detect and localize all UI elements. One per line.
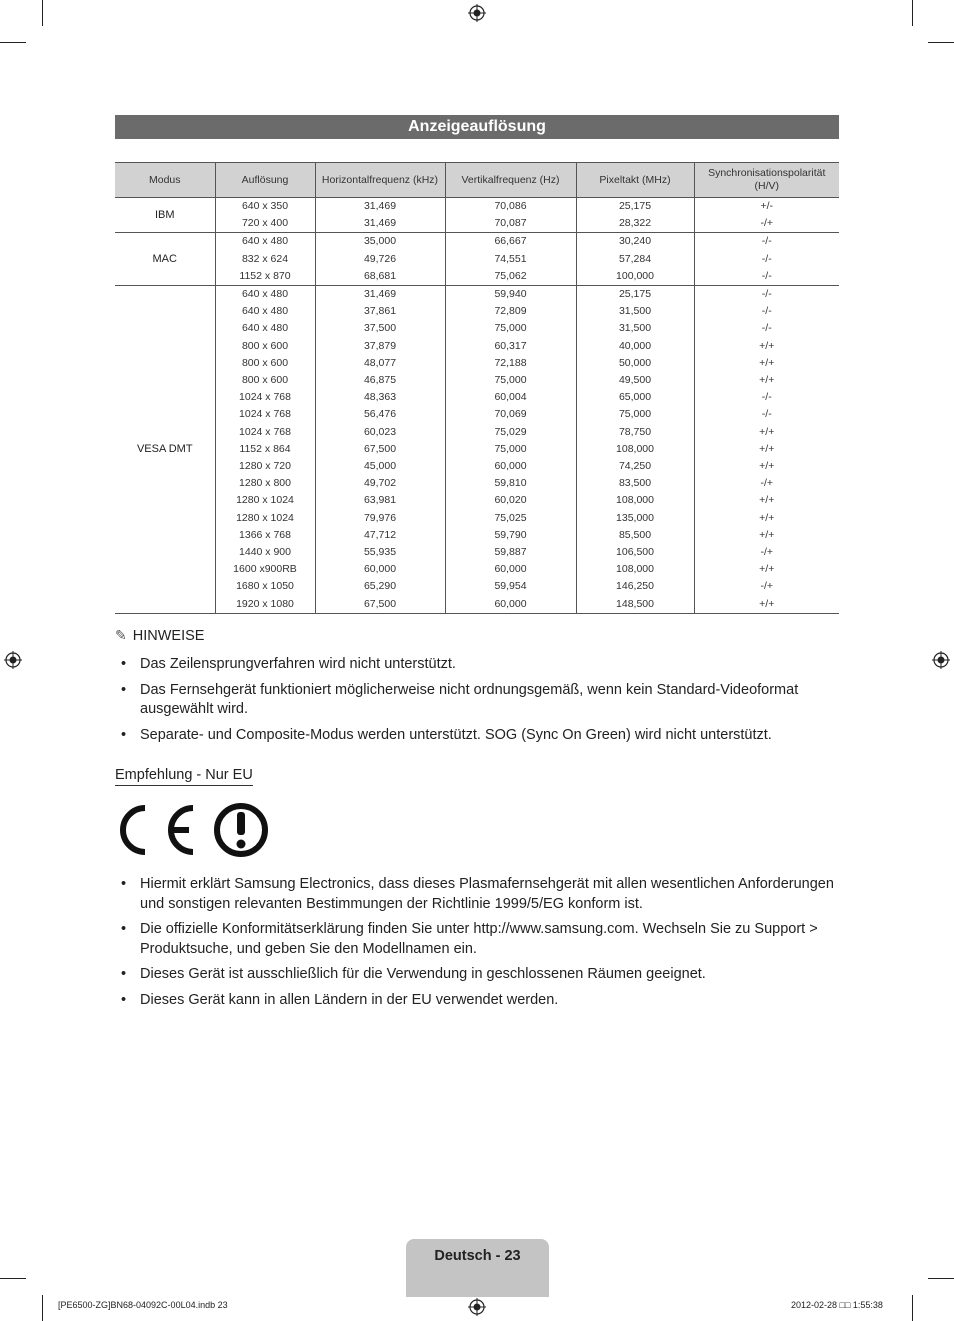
table-cell: 75,025 [445, 510, 576, 527]
table-cell: 60,000 [445, 561, 576, 578]
table-cell: 1280 x 800 [215, 475, 315, 492]
table-cell: 28,322 [576, 215, 694, 233]
table-cell: 59,887 [445, 544, 576, 561]
table-cell: 25,175 [576, 286, 694, 304]
mode-cell: IBM [115, 198, 215, 233]
table-row [115, 475, 839, 492]
table-cell: 45,000 [315, 458, 445, 475]
table-row [115, 320, 839, 337]
table-cell: 108,000 [576, 561, 694, 578]
list-item: • Separate- und Composite-Modus werden unterstützt. SOG (Sync On Green) wird nicht unterstützt. [115, 726, 855, 746]
table-cell: 135,000 [576, 510, 694, 527]
table-cell: -/+ [694, 215, 839, 233]
table-row [115, 510, 839, 527]
table-cell: 108,000 [576, 441, 694, 458]
table-cell: 640 x 480 [215, 286, 315, 304]
table-cell: 640 x 480 [215, 320, 315, 337]
column-header: Vertikalfrequenz (Hz) [445, 163, 576, 198]
print-slug-date: 2012-02-28 □□ 1:55:38 [791, 1300, 883, 1310]
table-cell: 640 x 350 [215, 198, 315, 216]
table-cell: -/+ [694, 475, 839, 492]
table-cell: 79,976 [315, 510, 445, 527]
table-cell: 60,000 [315, 561, 445, 578]
table-cell: +/+ [694, 458, 839, 475]
table-cell: +/- [694, 198, 839, 216]
table-row [115, 338, 839, 355]
list-item: • Das Fernsehgerät funktioniert möglicherweise nicht ordnungsgemäß, wenn kein Standard-Videoformat ausgewählt wird. [115, 681, 855, 720]
table-cell: 35,000 [315, 233, 445, 251]
table-row [115, 406, 839, 423]
table-cell: +/+ [694, 492, 839, 509]
table-cell: 146,250 [576, 578, 694, 595]
table-cell: 70,086 [445, 198, 576, 216]
table-cell: 49,726 [315, 251, 445, 268]
table-cell: 48,077 [315, 355, 445, 372]
table-cell: 66,667 [445, 233, 576, 251]
table-row [115, 424, 839, 441]
table-cell: 78,750 [576, 424, 694, 441]
table-cell: 31,500 [576, 320, 694, 337]
table-row [115, 372, 839, 389]
crop-mark [912, 0, 913, 26]
table-cell: 70,069 [445, 406, 576, 423]
table-cell: 31,469 [315, 215, 445, 233]
table-cell: -/- [694, 320, 839, 337]
table-row [115, 578, 839, 595]
table-cell: 50,000 [576, 355, 694, 372]
table-cell: -/- [694, 303, 839, 320]
table-row [115, 268, 839, 286]
table-cell: 75,029 [445, 424, 576, 441]
crop-mark [0, 1278, 26, 1279]
table-cell: 65,000 [576, 389, 694, 406]
table-cell: 59,810 [445, 475, 576, 492]
table-cell: 56,476 [315, 406, 445, 423]
registration-mark-icon [932, 651, 950, 669]
table-cell: 55,935 [315, 544, 445, 561]
table-cell: 72,809 [445, 303, 576, 320]
table-cell: 46,875 [315, 372, 445, 389]
registration-mark-icon [4, 651, 22, 669]
table-cell: 49,500 [576, 372, 694, 389]
table-cell: 37,879 [315, 338, 445, 355]
section-title: Anzeigeauflösung [115, 115, 839, 139]
table-row [115, 389, 839, 406]
table-cell: 68,681 [315, 268, 445, 286]
column-header: Auflösung [215, 163, 315, 198]
table-cell: 59,954 [445, 578, 576, 595]
table-cell: 1600 x900RB [215, 561, 315, 578]
table-cell: 60,020 [445, 492, 576, 509]
column-header: Pixeltakt (MHz) [576, 163, 694, 198]
ce-alert-mark-icon [115, 800, 275, 860]
table-row [115, 286, 839, 304]
table-cell: 74,250 [576, 458, 694, 475]
table-row [115, 441, 839, 458]
table-cell: 108,000 [576, 492, 694, 509]
table-cell: 47,712 [315, 527, 445, 544]
compliance-marks [115, 800, 275, 865]
table-cell: 1366 x 768 [215, 527, 315, 544]
table-cell: 70,087 [445, 215, 576, 233]
crop-mark [0, 42, 26, 43]
list-item: • Dieses Gerät kann in allen Ländern in der EU verwendet werden. [115, 991, 855, 1011]
registration-mark-icon [468, 1298, 486, 1316]
table-cell: 31,469 [315, 286, 445, 304]
table-cell: +/+ [694, 338, 839, 355]
table-cell: 1280 x 1024 [215, 510, 315, 527]
crop-mark [928, 42, 954, 43]
crop-mark [42, 1295, 43, 1321]
table-row [115, 355, 839, 372]
table-cell: -/+ [694, 578, 839, 595]
table-cell: 800 x 600 [215, 338, 315, 355]
table-cell: +/+ [694, 510, 839, 527]
table-cell: +/+ [694, 527, 839, 544]
page-number-tab: Deutsch - 23 [406, 1239, 549, 1297]
table-cell: 1152 x 870 [215, 268, 315, 286]
table-cell: -/- [694, 389, 839, 406]
table-cell: 1024 x 768 [215, 406, 315, 423]
table-cell: 37,861 [315, 303, 445, 320]
table-row [115, 544, 839, 561]
table-cell: 75,000 [445, 372, 576, 389]
recommendation-list [115, 875, 855, 1016]
table-row [115, 492, 839, 509]
table-cell: -/- [694, 233, 839, 251]
table-cell: 48,363 [315, 389, 445, 406]
registration-mark-icon [468, 4, 486, 22]
table-cell: -/- [694, 251, 839, 268]
list-item: • Dieses Gerät ist ausschließlich für die Verwendung in geschlossenen Räumen geeignet. [115, 965, 855, 985]
table-cell: 85,500 [576, 527, 694, 544]
table-cell: 720 x 400 [215, 215, 315, 233]
table-cell: 1440 x 900 [215, 544, 315, 561]
table-row [115, 251, 839, 268]
table-cell: 31,500 [576, 303, 694, 320]
list-item: • Hiermit erklärt Samsung Electronics, dass dieses Plasmafernsehgerät mit allen wesentlichen Anforderungen und sonstigen relevanten Bestimmungen der Richtlinie 1999/5/EG konform ist. [115, 875, 855, 914]
mode-cell: MAC [115, 233, 215, 286]
print-slug-file: [PE6500-ZG]BN68-04092C-00L04.indb 23 [58, 1300, 228, 1310]
table-cell: 1680 x 1050 [215, 578, 315, 595]
table-row [115, 215, 839, 233]
table-cell: -/- [694, 268, 839, 286]
notes-heading: ✎ HINWEISE [115, 627, 205, 644]
table-cell: 30,240 [576, 233, 694, 251]
table-cell: 25,175 [576, 198, 694, 216]
table-cell: 832 x 624 [215, 251, 315, 268]
table-cell: 67,500 [315, 596, 445, 614]
table-row [115, 596, 839, 614]
table-cell: -/- [694, 286, 839, 304]
table-cell: 1280 x 1024 [215, 492, 315, 509]
table-cell: 37,500 [315, 320, 445, 337]
table-cell: +/+ [694, 596, 839, 614]
table-cell: 31,469 [315, 198, 445, 216]
resolution-table [115, 162, 839, 614]
table-cell: +/+ [694, 372, 839, 389]
table-cell: 75,000 [445, 320, 576, 337]
crop-mark [928, 1278, 954, 1279]
table-row [115, 198, 839, 216]
table-cell: 106,500 [576, 544, 694, 561]
table-cell: 60,000 [445, 596, 576, 614]
table-cell: 1280 x 720 [215, 458, 315, 475]
table-header-row [115, 163, 839, 198]
mode-cell: VESA DMT [115, 286, 215, 614]
table-cell: 100,000 [576, 268, 694, 286]
table-cell: 75,000 [445, 441, 576, 458]
table-cell: 800 x 600 [215, 372, 315, 389]
table-cell: -/+ [694, 544, 839, 561]
table-cell: 75,062 [445, 268, 576, 286]
table-cell: 60,004 [445, 389, 576, 406]
table-cell: 83,500 [576, 475, 694, 492]
table-cell: 60,023 [315, 424, 445, 441]
crop-mark [42, 0, 43, 26]
table-cell: 59,940 [445, 286, 576, 304]
table-row [115, 561, 839, 578]
column-header: Modus [115, 163, 215, 198]
table-row [115, 458, 839, 475]
table-cell: 148,500 [576, 596, 694, 614]
table-cell: +/+ [694, 424, 839, 441]
recommendation-heading: Empfehlung - Nur EU [115, 767, 253, 786]
crop-mark [912, 1295, 913, 1321]
table-cell: 1920 x 1080 [215, 596, 315, 614]
table-cell: 67,500 [315, 441, 445, 458]
table-cell: 1024 x 768 [215, 424, 315, 441]
table-cell: 40,000 [576, 338, 694, 355]
table-row [115, 233, 839, 251]
table-cell: 640 x 480 [215, 303, 315, 320]
pencil-icon: ✎ [115, 627, 127, 643]
column-header: Horizontalfrequenz (kHz) [315, 163, 445, 198]
table-cell: 800 x 600 [215, 355, 315, 372]
table-cell: 640 x 480 [215, 233, 315, 251]
table-cell: 75,000 [576, 406, 694, 423]
table-cell: +/+ [694, 441, 839, 458]
table-cell: 1024 x 768 [215, 389, 315, 406]
column-header: Synchronisationspolarität (H/V) [694, 163, 839, 198]
list-item: • Das Zeilensprungverfahren wird nicht unterstützt. [115, 655, 855, 675]
table-cell: +/+ [694, 561, 839, 578]
table-cell: 1152 x 864 [215, 441, 315, 458]
table-row [115, 303, 839, 320]
table-row [115, 527, 839, 544]
notes-list [115, 655, 855, 751]
list-item: • Die offizielle Konformitätserklärung finden Sie unter http://www.samsung.com. Wechseln Sie zu Support > Produktsuche, und geben Sie den Modellnamen ein. [115, 920, 855, 959]
table-cell: -/- [694, 406, 839, 423]
table-cell: +/+ [694, 355, 839, 372]
table-cell: 60,317 [445, 338, 576, 355]
table-cell: 49,702 [315, 475, 445, 492]
table-cell: 65,290 [315, 578, 445, 595]
table-cell: 63,981 [315, 492, 445, 509]
table-cell: 72,188 [445, 355, 576, 372]
table-cell: 59,790 [445, 527, 576, 544]
table-cell: 74,551 [445, 251, 576, 268]
table-cell: 60,000 [445, 458, 576, 475]
table-cell: 57,284 [576, 251, 694, 268]
